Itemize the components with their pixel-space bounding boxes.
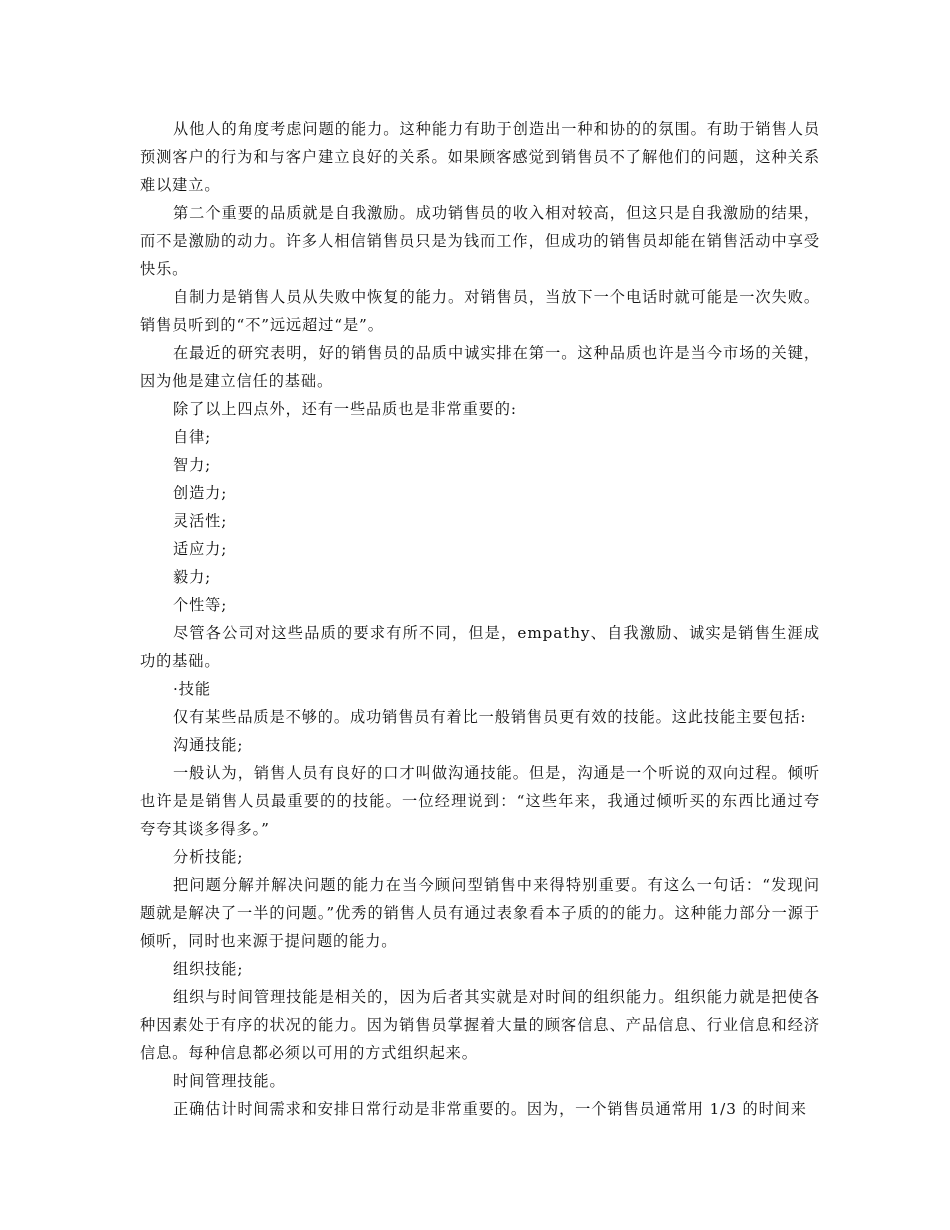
section-heading-skills: ·技能: [173, 680, 211, 698]
list-item-perseverance: 毅力;: [173, 568, 212, 586]
paragraph-empathy: 从他人的角度考虑问题的能力。这种能力有助于创造出一种和协的的氛围。有助于销售人员预测客户的行为和与客户建立良好的关系。如果顾客感觉到销售员不了解他们的问题，这种关系难以建立。: [140, 120, 820, 194]
paragraph-time-management: 正确估计时间需求和安排日常行动是非常重要的。因为，一个销售员通常用 1/3 的时间来: [173, 1100, 807, 1118]
subheading-organizational-skills: 组织技能;: [173, 960, 244, 978]
paragraph-other-qualities-intro: 除了以上四点外，还有一些品质也是非常重要的:: [173, 400, 517, 418]
paragraph-skills-intro: 仅有某些品质是不够的。成功销售员有着比一般销售员更有效的技能。这此技能主要包括:: [173, 708, 807, 726]
paragraph-analytical: 把问题分解并解决问题的能力在当今顾问型销售中来得特别重要。有这么一句话：“发现问题就是解决了一半的问题。”优秀的销售人员有通过表象看本子质的的能力。这种能力部分一源于倾听，同时也来源于提问题的能力。: [140, 876, 820, 950]
paragraph-self-control: 自制力是销售人员从失败中恢复的能力。对销售员，当放下一个电话时就可能是一次失败。销售员听到的“不”远远超过“是”。: [140, 288, 820, 334]
paragraph-qualities-summary: 尽管各公司对这些品质的要求有所不同，但是，empathy、自我激励、诚实是销售生涯成功的基础。: [140, 624, 820, 670]
list-item-self-discipline: 自律;: [173, 428, 212, 446]
list-item-adaptability: 适应力;: [173, 540, 228, 558]
paragraph-organizational: 组织与时间管理技能是相关的，因为后者其实就是对时间的组织能力。组织能力就是把使各种因素处于有序的状况的能力。因为销售员掌握着大量的顾客信息、产品信息、行业信息和经济信息。每种信息都必须以可用的方式组织起来。: [140, 988, 820, 1062]
list-item-flexibility: 灵活性;: [173, 512, 228, 530]
subheading-analytical-skills: 分析技能;: [173, 848, 244, 866]
subheading-communication-skills: 沟通技能;: [173, 736, 244, 754]
paragraph-self-motivation: 第二个重要的品质就是自我激励。成功销售员的收入相对较高，但这只是自我激励的结果，而不是激励的动力。许多人相信销售员只是为钱而工作，但成功的销售员却能在销售活动中享受快乐。: [140, 204, 820, 278]
subheading-time-management: 时间管理技能。: [173, 1072, 286, 1090]
list-item-personality: 个性等;: [173, 596, 228, 614]
paragraph-honesty: 在最近的研究表明，好的销售员的品质中诚实排在第一。这种品质也许是当今市场的关键，因为他是建立信任的基础。: [140, 344, 820, 390]
document-page: [140, 115, 820, 1123]
list-item-creativity: 创造力;: [173, 484, 228, 502]
list-item-intelligence: 智力;: [173, 456, 212, 474]
paragraph-communication: 一般认为，销售人员有良好的口才叫做沟通技能。但是，沟通是一个听说的双向过程。倾听也许是是销售人员最重要的的技能。一位经理说到：“这些年来，我通过倾听买的东西比通过夸夸夸其谈多得多。”: [140, 764, 820, 838]
